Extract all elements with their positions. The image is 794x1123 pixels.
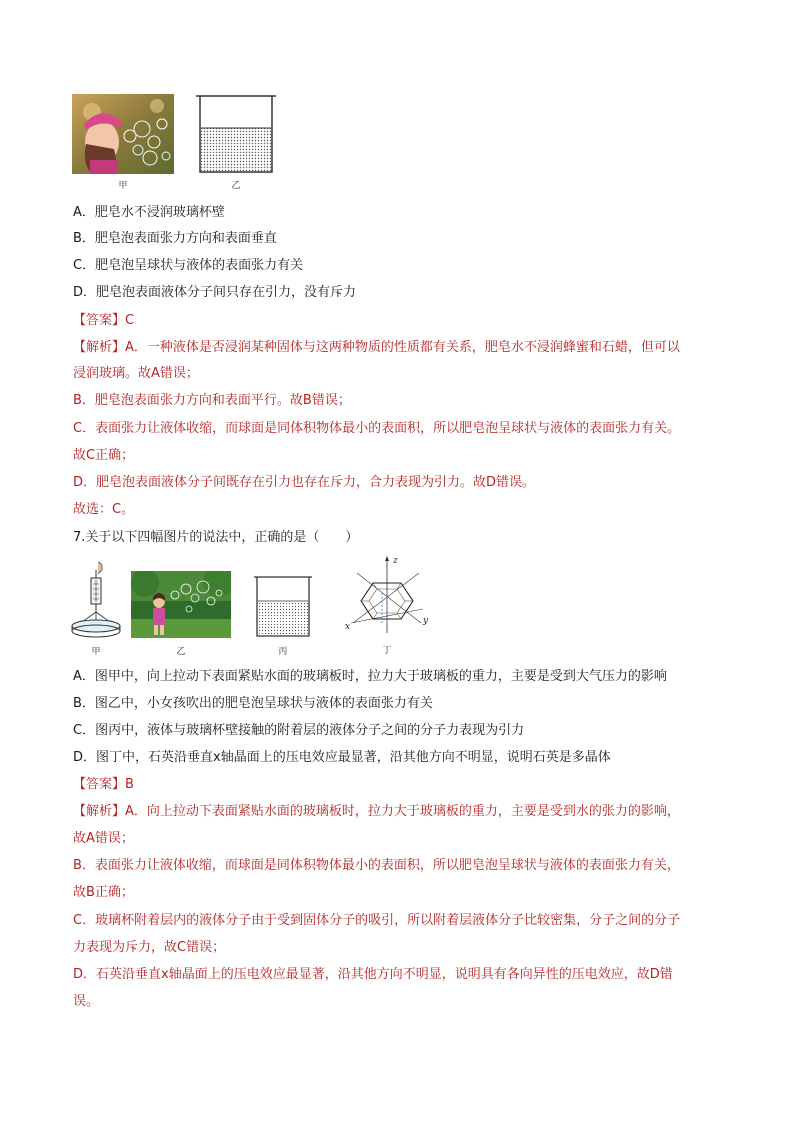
beaker-bing-icon bbox=[252, 575, 314, 638]
quartz-crystal-axes-diagram bbox=[343, 553, 431, 637]
q6-option-d: D．肥皂泡表面液体分子间只存在引力，没有斥力 bbox=[73, 285, 357, 300]
q6-analysis-line-2: 浸润玻璃。故A错误； bbox=[73, 366, 199, 381]
girl-park-bubbles-illustration bbox=[131, 571, 231, 638]
spring-scale-plate-icon bbox=[70, 560, 122, 642]
q6-option-a: A．肥皂水不浸润玻璃杯壁 bbox=[73, 205, 225, 220]
q7-answer bbox=[73, 775, 733, 794]
q7-option-d: D．图丁中，石英沿垂直x轴晶面上的压电效应最显著，沿其他方向不明显，说明石英是多晶体 bbox=[73, 750, 611, 765]
girl-bubbles-illustration bbox=[72, 94, 174, 174]
q6-analysis-line-4: C．表面张力让液体收缩，而球面是同体积物体最小的表面积，所以肥皂泡呈球状与液体的表面张力有关。 bbox=[73, 421, 681, 436]
caption-bing: 丙 bbox=[278, 647, 288, 657]
q7-option-b: B．图乙中，小女孩吹出的肥皂泡呈球状与液体的表面张力有关 bbox=[73, 696, 433, 711]
q6-answer-value: C bbox=[125, 313, 135, 328]
q6-option-b: B．肥皂泡表面张力方向和表面垂直 bbox=[73, 231, 277, 246]
caption-yi: 乙 bbox=[176, 647, 186, 657]
q7-analysis-line-1 bbox=[73, 802, 733, 821]
figure-beaker-top bbox=[194, 94, 278, 192]
caption-jia: 甲 bbox=[91, 647, 101, 657]
q6-option-c: C．肥皂泡呈球状与液体的表面张力有关 bbox=[73, 258, 304, 273]
q6-analysis-text-1: A．一种液体是否浸润某种固体与这两种物质的性质都有关系，肥皂水不浸润蜂蜜和石蜡，但可以 bbox=[125, 340, 680, 355]
q7-analysis-line-5: C．玻璃杯附着层内的液体分子由于受到固体分子的吸引，所以附着层液体分子比较密集，分子之间的分子 bbox=[73, 913, 681, 928]
beaker-icon bbox=[194, 94, 278, 174]
q7-answer-value: B bbox=[125, 777, 134, 792]
q6-analysis-label: 【解析】 bbox=[73, 340, 126, 355]
q7-option-c: C．图丙中，液体与玻璃杯壁接触的附着层的液体分子之间的分子力表现为引力 bbox=[73, 723, 525, 738]
q7-analysis-line-7: D．石英沿垂直x轴晶面上的压电效应最显著，沿其他方向不明显，说明具有各向异性的压电效应，故D错 bbox=[73, 967, 673, 982]
axis-label-y: y bbox=[423, 616, 429, 626]
q7-analysis-label: 【解析】 bbox=[73, 804, 126, 819]
figure-yi-girl-bubbles bbox=[131, 571, 231, 658]
axis-label-x: x bbox=[345, 622, 351, 632]
q7-analysis-line-4: 故B正确； bbox=[73, 885, 134, 900]
figure-girl-bubbles-top bbox=[72, 94, 174, 192]
q6-analysis-line-5: 故C正确； bbox=[73, 448, 135, 463]
q6-analysis-line-3: B．肥皂泡表面张力方向和表面平行。故B错误； bbox=[73, 393, 351, 408]
caption-yi-top: 乙 bbox=[231, 181, 241, 191]
q6-analysis-line-6: D．肥皂泡表面液体分子间既存在引力也存在斥力，合力表现为引力。故D错误。 bbox=[73, 475, 536, 490]
axis-label-z: z bbox=[393, 556, 398, 566]
q7-stem: 7.关于以下四幅图片的说法中，正确的是（ ） bbox=[73, 530, 359, 545]
caption-jia-top: 甲 bbox=[118, 181, 128, 191]
q6-analysis-line-7: 故选：C。 bbox=[73, 502, 135, 517]
q7-analysis-line-2: 故A错误； bbox=[73, 831, 134, 846]
q6-answer-label: 【答案】 bbox=[73, 313, 126, 328]
q7-analysis-line-6: 力表现为斥力，故C错误； bbox=[73, 940, 226, 955]
figure-jia-spring-scale bbox=[70, 560, 122, 658]
q7-analysis-line-8: 误。 bbox=[73, 994, 100, 1009]
figure-ding-quartz-crystal bbox=[343, 553, 431, 658]
figure-bing-beaker bbox=[252, 575, 314, 658]
q6-analysis-line-1 bbox=[73, 338, 733, 357]
q7-option-a: A．图甲中，向上拉动下表面紧贴水面的玻璃板时，拉力大于玻璃板的重力，主要是受到大气压力的影响 bbox=[73, 669, 667, 684]
q6-answer bbox=[73, 311, 733, 330]
q7-analysis-line-3: B．表面张力让液体收缩，而球面是同体积物体最小的表面积，所以肥皂泡呈球状与液体的表面张力有关， bbox=[73, 858, 680, 873]
caption-ding: 丁 bbox=[382, 646, 392, 656]
q7-answer-label: 【答案】 bbox=[73, 777, 126, 792]
q7-analysis-text-1: A．向上拉动下表面紧贴水面的玻璃板时，拉力大于玻璃板的重力，主要是受到水的张力的影响， bbox=[125, 804, 680, 819]
photo-girl-bubbles bbox=[72, 94, 174, 174]
